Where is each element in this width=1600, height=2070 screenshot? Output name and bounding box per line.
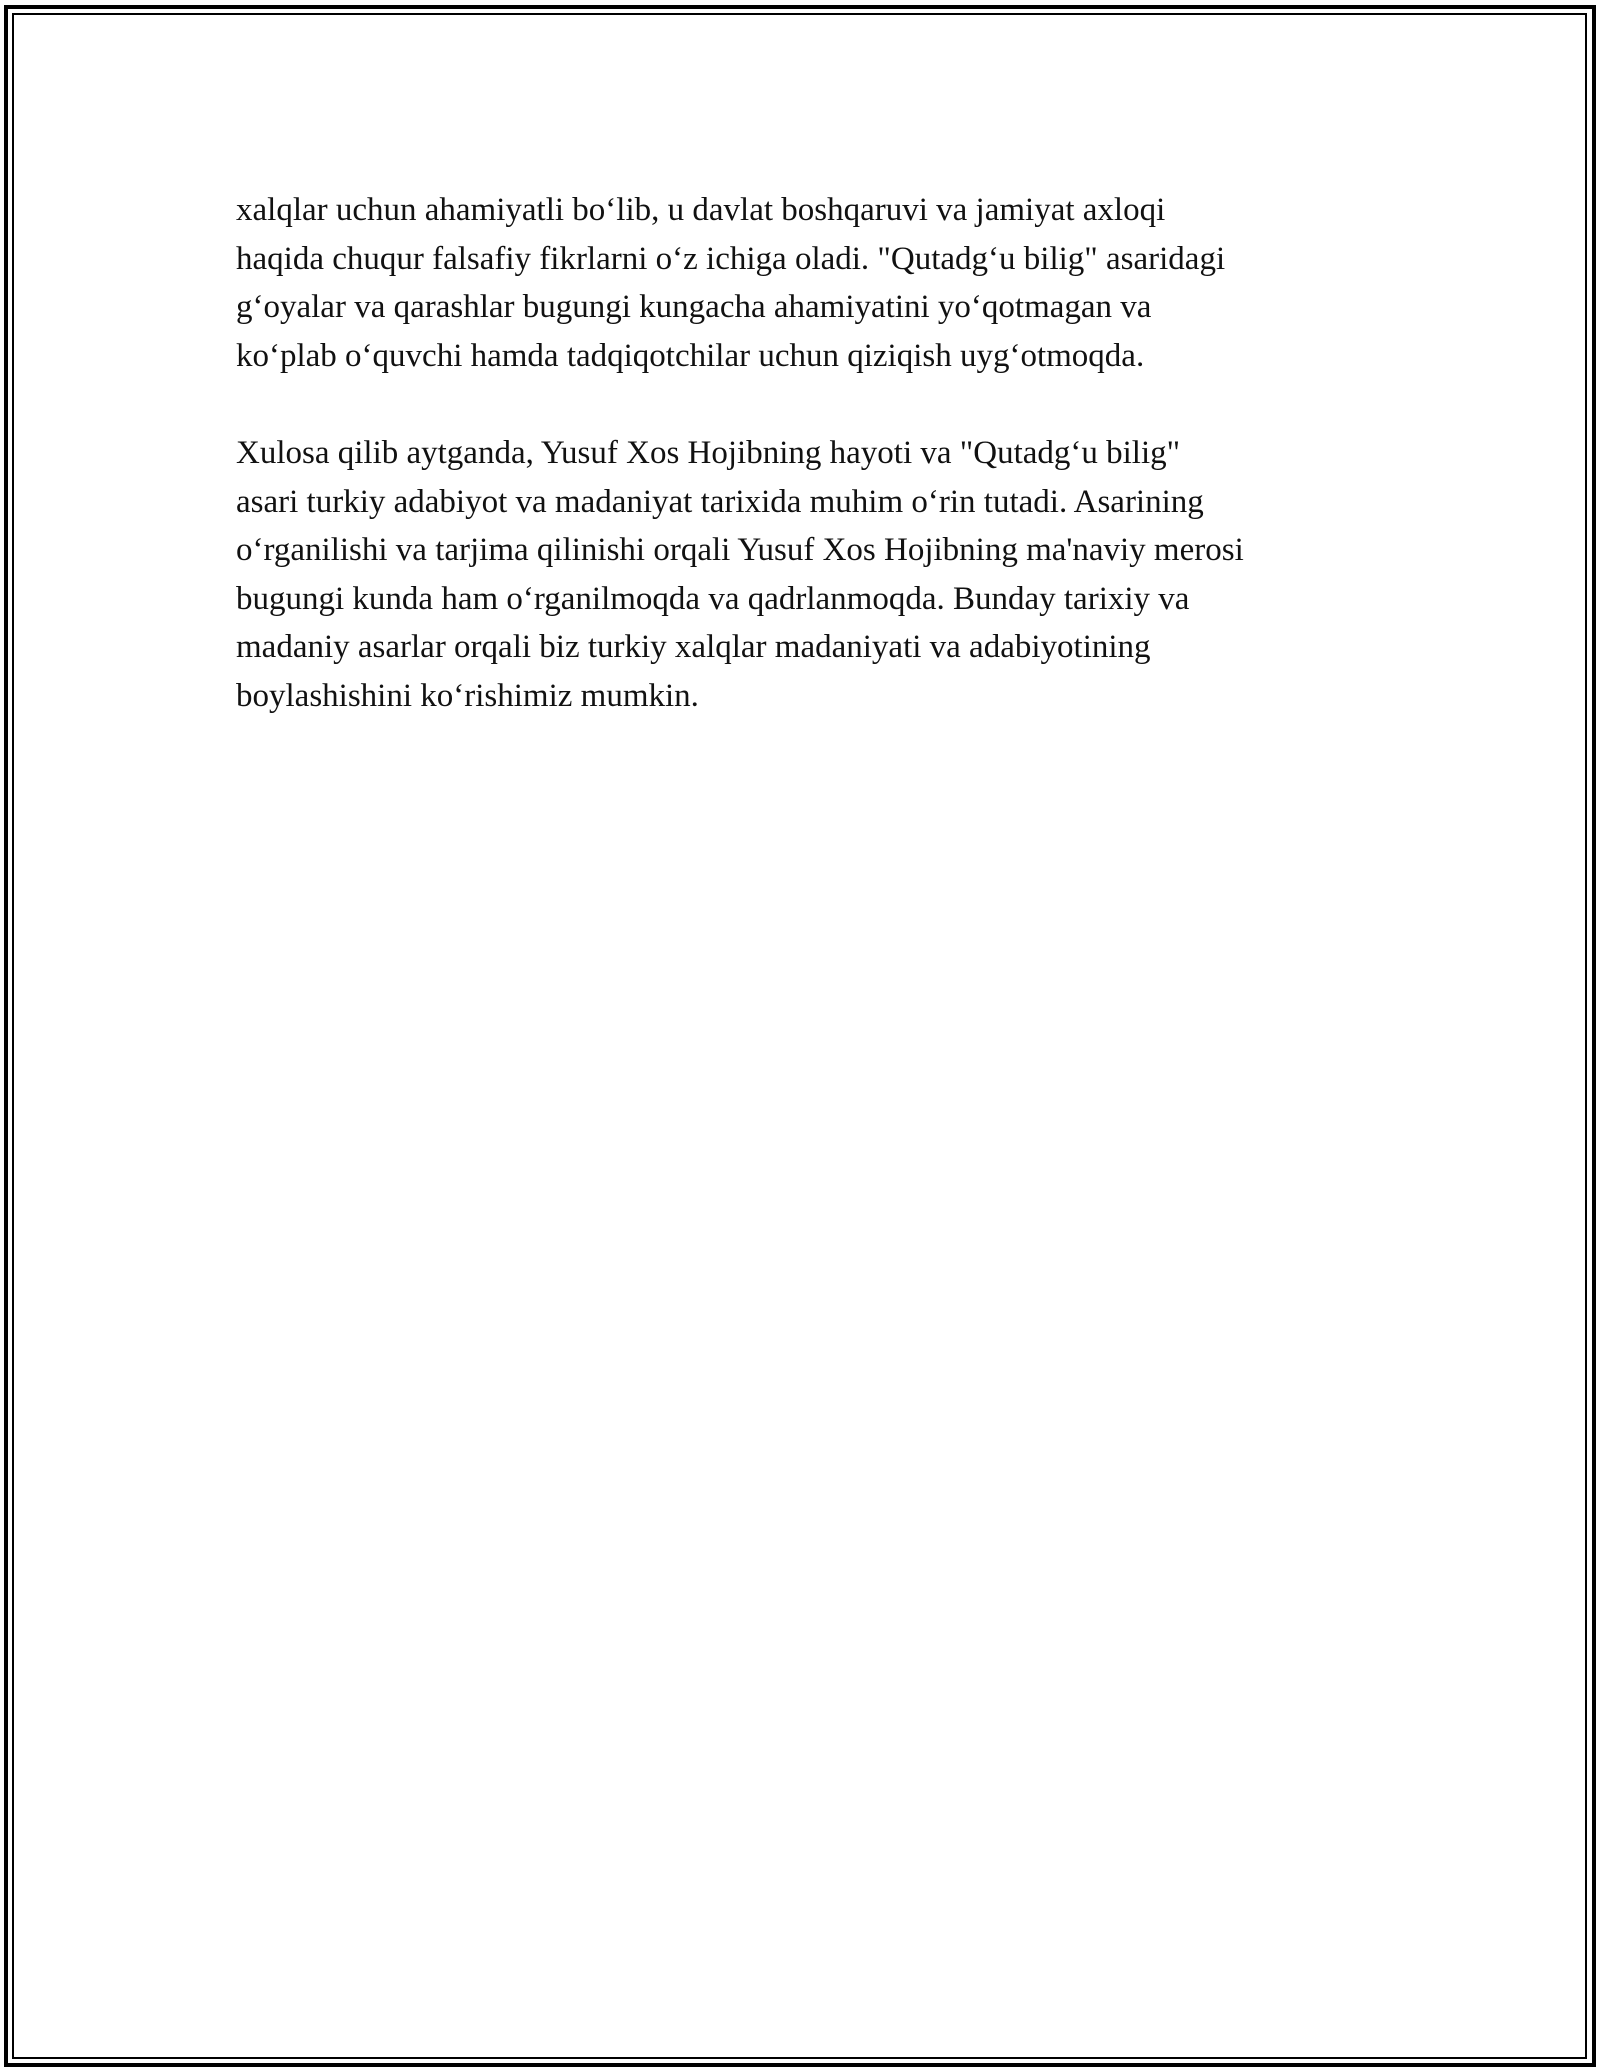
text-line: xalqlar uchun ahamiyatli bo‘lib, u davlat boshqaruvi va jamiyat axloqi	[236, 192, 1166, 228]
text-line: haqida chuqur falsafiy fikrlarni o‘z ichiga oladi. "Qutadg‘u bilig" asaridagi	[236, 240, 1226, 277]
text-line: Xulosa qilib aytganda, Yusuf Xos Hojibning hayoti va "Qutadg‘u bilig"	[236, 434, 1181, 471]
text-line: ko‘plab o‘quvchi hamda tadqiqotchilar uchun qiziqish uyg‘otmoqda.	[236, 337, 1145, 374]
text-line: madaniy asarlar orqali biz turkiy xalqlar madaniyati va adabiyotining	[236, 629, 1151, 666]
text-line: o‘rganilishi va tarjima qilinishi orqali Yusuf Xos Hojibning ma'naviy merosi	[236, 532, 1244, 569]
paragraph-1	[236, 186, 1366, 380]
text-line: boylashishini ko‘rishimiz mumkin.	[236, 677, 699, 714]
document-body	[236, 186, 1366, 721]
text-line: g‘oyalar va qarashlar bugungi kungacha ahamiyatini yo‘qotmagan va	[236, 289, 1152, 326]
text-line: asari turkiy adabiyot va madaniyat tarixida muhim o‘rin tutadi. Asarining	[236, 483, 1204, 520]
paragraph-2	[236, 429, 1366, 721]
text-line: bugungi kunda ham o‘rganilmoqda va qadrlanmoqda. Bunday tarixiy va	[236, 580, 1190, 617]
